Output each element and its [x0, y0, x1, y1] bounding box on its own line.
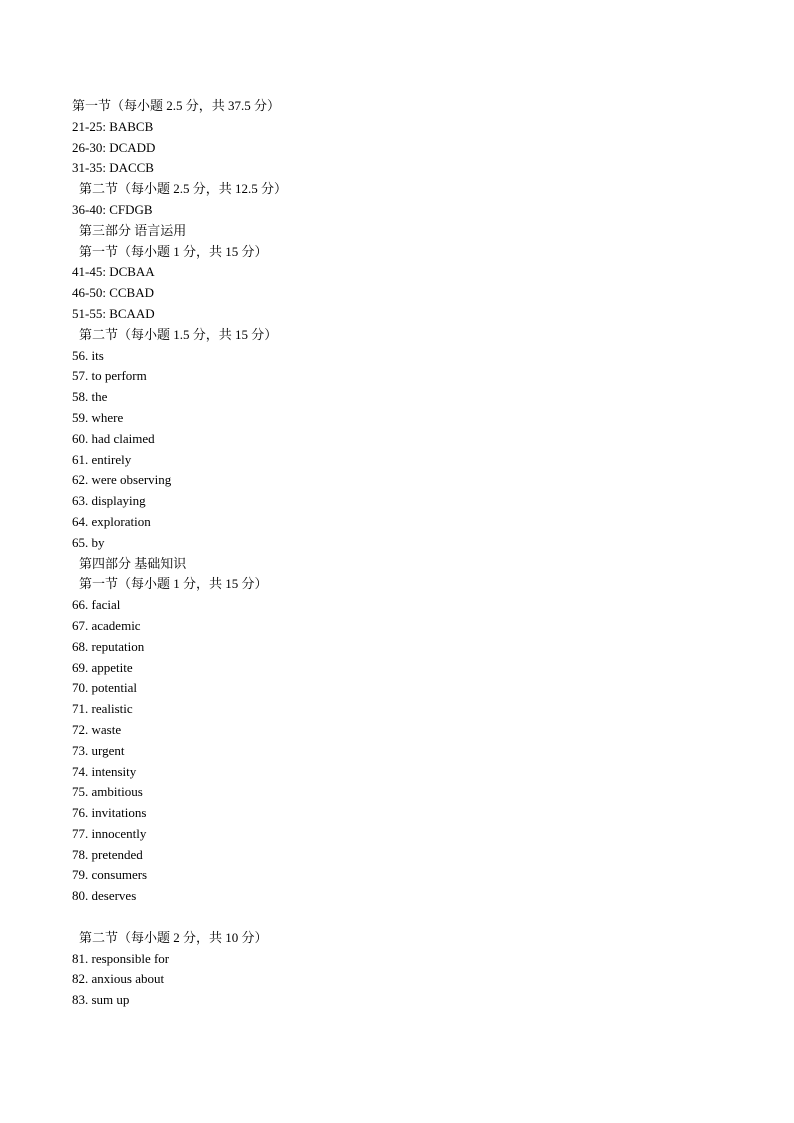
answer-key-document [72, 96, 752, 1011]
section-heading: 第二节（每小题 1.5 分，共 15 分） [79, 326, 278, 342]
answer-line: 21-25: BABCB [72, 118, 154, 134]
answer-line: 68. reputation [72, 638, 145, 654]
answer-line: 77. innocently [72, 825, 147, 841]
answer-line: 73. urgent [72, 742, 125, 758]
answer-line: 60. had claimed [72, 430, 155, 446]
answer-line: 41-45: DCBAA [72, 264, 155, 280]
answer-line: 80. deserves [72, 888, 137, 904]
answer-line: 76. invitations [72, 805, 147, 821]
section-heading: 第二节（每小题 2.5 分，共 12.5 分） [79, 181, 288, 197]
section-heading: 第一节（每小题 1 分，共 15 分） [79, 243, 268, 259]
blank-line [72, 907, 752, 928]
answer-line: 51-55: BCAAD [72, 305, 155, 321]
section-heading: 第一节（每小题 2.5 分，共 37.5 分） [72, 98, 281, 113]
answer-line: 26-30: DCADD [72, 139, 156, 155]
section-heading: 第二节（每小题 2 分，共 10 分） [79, 929, 268, 945]
answer-line: 66. facial [72, 597, 121, 613]
answer-line: 83. sum up [72, 992, 130, 1008]
answer-line: 70. potential [72, 680, 137, 696]
answer-line: 57. to perform [72, 368, 147, 384]
answer-line: 74. intensity [72, 763, 137, 779]
answer-line: 81. responsible for [72, 950, 170, 966]
answer-line: 56. its [72, 347, 104, 363]
answer-line: 79. consumers [72, 867, 148, 883]
answer-line: 61. entirely [72, 451, 132, 467]
answer-line: 65. by [72, 534, 105, 550]
answer-line: 75. ambitious [72, 784, 143, 800]
part-heading: 第三部分 语言运用 [79, 222, 187, 238]
answer-line: 46-50: CCBAD [72, 285, 154, 301]
answer-line: 64. exploration [72, 513, 151, 529]
answer-line: 62. were observing [72, 472, 172, 488]
answer-line: 82. anxious about [72, 971, 165, 987]
answer-line: 71. realistic [72, 701, 133, 717]
answer-line: 31-35: DACCB [72, 160, 154, 176]
answer-line: 67. academic [72, 617, 141, 633]
answer-line: 58. the [72, 389, 108, 405]
answer-line: 69. appetite [72, 659, 133, 675]
answer-line: 63. displaying [72, 493, 146, 509]
answer-line: 36-40: CFDGB [72, 201, 153, 217]
section-heading: 第一节（每小题 1 分，共 15 分） [79, 576, 268, 592]
answer-line: 59. where [72, 409, 124, 425]
part-heading: 第四部分 基础知识 [79, 555, 187, 571]
answer-line: 72. waste [72, 721, 122, 737]
answer-line: 78. pretended [72, 846, 143, 862]
